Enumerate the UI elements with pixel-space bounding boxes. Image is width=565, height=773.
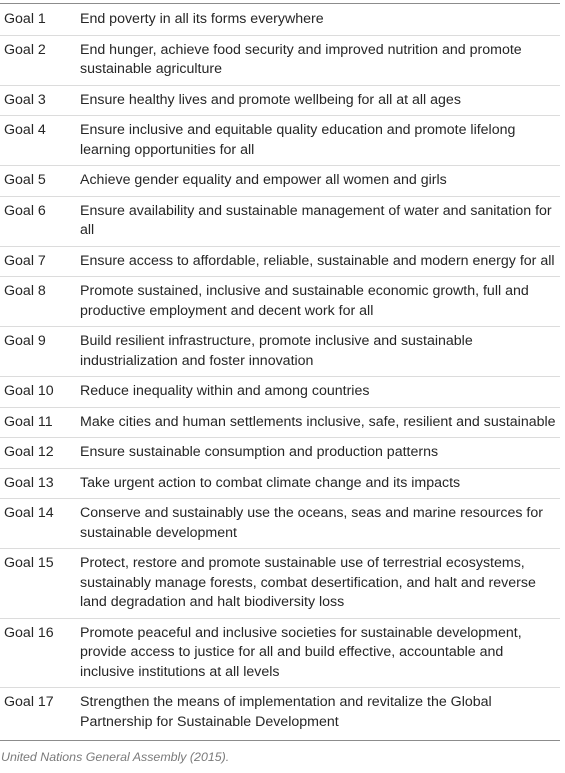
goal-label: Goal 5: [0, 166, 80, 197]
goal-label: Goal 6: [0, 196, 80, 246]
goal-description: End poverty in all its forms everywhere: [80, 11, 324, 27]
table-row: [0, 85, 560, 116]
goal-description: Achieve gender equality and empower all women and girls: [80, 166, 560, 197]
goal-description: Promote sustained, inclusive and sustainable economic growth, full and productive employment and decent work for all: [80, 277, 560, 327]
table-row: [0, 407, 560, 438]
goal-label: Goal 3: [0, 85, 80, 116]
table-row: [0, 618, 560, 688]
table-row: [0, 438, 560, 469]
sdg-goals-table: [0, 5, 560, 737]
goal-label: Goal 9: [0, 327, 80, 377]
table-row: [0, 5, 560, 35]
table-row: [0, 499, 560, 549]
goal-description: Ensure healthy lives and promote wellbeing for all at all ages: [80, 85, 560, 116]
table-row: [0, 196, 560, 246]
table-row: [0, 549, 560, 619]
goal-description: Ensure inclusive and equitable quality education and promote lifelong learning opportunities for all: [80, 116, 560, 166]
goal-label: Goal 10: [0, 377, 80, 408]
goal-description: Conserve and sustainably use the oceans, seas and marine resources for sustainable development: [80, 499, 560, 549]
goal-label: Goal 13: [0, 468, 80, 499]
goal-description: Build resilient infrastructure, promote inclusive and sustainable industrialization and foster innovation: [80, 327, 560, 377]
goal-label: Goal 8: [0, 277, 80, 327]
goal-description: Take urgent action to combat climate change and its impacts: [80, 468, 560, 499]
table-row: [0, 327, 560, 377]
table-row: [0, 377, 560, 408]
goal-label: Goal 14: [0, 499, 80, 549]
goal-label: Goal 2: [0, 35, 80, 85]
goal-label: Goal 17: [0, 688, 80, 738]
table-row: [0, 166, 560, 197]
goal-description: Ensure sustainable consumption and production patterns: [80, 438, 560, 469]
goal-description: Protect, restore and promote sustainable use of terrestrial ecosystems, sustainably manage forests, combat desertification, and halt and reverse land degradation and halt biodiversity loss: [80, 549, 560, 619]
goal-label: Goal 15: [0, 549, 80, 619]
table-row: [0, 246, 560, 277]
goal-description: Strengthen the means of implementation and revitalize the Global Partnership for Sustainable Development: [80, 688, 560, 738]
goal-description: Promote peaceful and inclusive societies for sustainable development, provide access to justice for all and build effective, accountable and inclusive institutions at all levels: [80, 618, 560, 688]
goal-description: Make cities and human settlements inclusive, safe, resilient and sustainable: [80, 407, 560, 438]
goal-description: Reduce inequality within and among countries: [80, 377, 560, 408]
source-footnote: United Nations General Assembly (2015).: [1, 750, 230, 764]
goal-label: Goal 4: [0, 116, 80, 166]
goal-label: Goal 7: [0, 246, 80, 277]
goal-label: Goal 16: [0, 618, 80, 688]
goal-label: Goal 1: [4, 11, 46, 27]
goal-description: Ensure access to affordable, reliable, sustainable and modern energy for all: [80, 246, 560, 277]
goal-label: Goal 12: [0, 438, 80, 469]
table-bottom-rule: [0, 740, 560, 741]
table-row: [0, 277, 560, 327]
table-row: [0, 35, 560, 85]
table-row: [0, 688, 560, 738]
table-top-rule: [0, 3, 560, 4]
table-row: [0, 116, 560, 166]
goal-label: Goal 11: [0, 407, 80, 438]
goal-description: End hunger, achieve food security and improved nutrition and promote sustainable agriculture: [80, 35, 560, 85]
goal-description: Ensure availability and sustainable management of water and sanitation for all: [80, 196, 560, 246]
table-row: [0, 468, 560, 499]
